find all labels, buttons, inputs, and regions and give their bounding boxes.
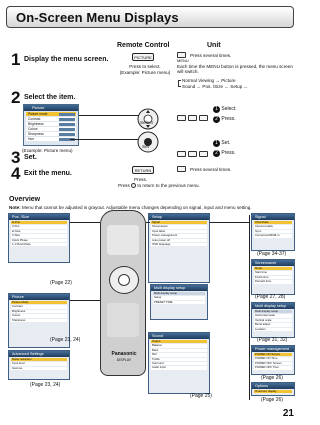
options-submenu-screen: Options Onscreen display	[251, 382, 295, 396]
menu-row: Contrast	[26, 117, 76, 121]
multi-display-submenu-screen: Multi display setup Multi display setup Horizontal scale Vertical scale Bezel adjust Location	[251, 302, 295, 338]
caption-page-25: (Page 25)	[190, 393, 212, 399]
select-leader-line	[79, 115, 139, 116]
page-title-banner	[6, 6, 294, 28]
step-2-text: Select the item.	[24, 94, 76, 101]
step-3-unit-set: 1 Set.	[213, 140, 230, 147]
step-3-remote-label: Set	[142, 144, 149, 149]
screensaver-submenu-screen: Screensaver Mode Start time Finish time Periodic time	[251, 259, 295, 295]
caption-page-26-b: (Page 26)	[261, 397, 283, 403]
step-4-unit-press: Press several times.	[190, 167, 232, 172]
step-1-unit-press: Press several times.	[190, 53, 232, 58]
power-management-submenu-screen: Power management POWER ON Screen POWER ON Time POWER OFF Screen POWER OFF Time	[251, 345, 295, 375]
unit-set-buttons	[177, 144, 208, 162]
caption-page-22: (Page 22)	[50, 280, 72, 286]
multi-display-screen: Multi display setup Multi display setup Setup PRESET TIME	[150, 284, 208, 320]
caption-page-34-37: (Page 34-37)	[257, 251, 287, 257]
remote-model: DISPLAY	[116, 358, 132, 362]
cycle-bracket	[178, 80, 181, 87]
setup-menu-screen: Setup Signal Screensaver Input label Power management Auto power off OSD language	[148, 213, 210, 283]
example-menu-title: Picture	[24, 105, 78, 111]
menu-row: Colour	[26, 127, 76, 131]
page-number: 21	[282, 408, 294, 419]
remote-column-heading: Remote Control	[117, 42, 170, 49]
step-1-unit-desc: Each time the MENU button is pressed, the menu screen will switch.	[177, 64, 293, 75]
connector-line	[70, 300, 100, 301]
return-button-icon: RETURN	[132, 166, 154, 174]
step-4-press: Press.	[134, 177, 148, 182]
return-icon	[131, 183, 136, 188]
step-2-unit-press: 2 Press.	[213, 116, 236, 123]
step-2-number: 2	[11, 88, 21, 107]
step-1-remote-example: (Example: Picture menu)	[119, 70, 171, 75]
menu-row: Picture mode	[26, 112, 76, 116]
step-1-text: Display the menu screen.	[24, 56, 109, 63]
unit-menu-label: MENU	[177, 58, 189, 63]
menu-row: Brightness	[26, 122, 76, 126]
remote-brand: Panasonic	[111, 351, 137, 357]
remote-control-illustration	[100, 210, 146, 376]
unit-column-heading: Unit	[207, 42, 221, 49]
connector-line	[146, 222, 150, 223]
caption-page-26-a: (Page 26)	[261, 375, 283, 381]
step-1-remote-note: Press to select.	[129, 64, 161, 69]
connector-line	[70, 222, 100, 223]
remote-cursor-pad-icon	[135, 108, 161, 130]
step-4-number: 4	[11, 164, 21, 183]
unit-menu-button-icon	[177, 166, 186, 172]
connector-line	[210, 222, 250, 223]
unit-select-buttons	[177, 108, 208, 126]
set-leader-line	[70, 139, 140, 140]
caption-page-23-24-b: (Page 23, 24)	[30, 382, 61, 388]
sound-menu-screen: Sound Output Balance Bass Mid Treble Surround Audio input	[148, 332, 210, 394]
menu-row: Hue	[26, 137, 76, 141]
menu-cycle-line-2: Sound ← Pos. /Size ← Setup ←	[182, 84, 249, 89]
remote-ok-pad-icon	[135, 131, 161, 153]
menu-row: Sharpness	[26, 132, 76, 136]
picture-menu-screen: Picture Picture Mode Contrast Brightness Colour Sharpness	[8, 293, 70, 348]
overview-heading: Overview	[9, 196, 41, 203]
caption-page-23-24-a: (Page 23, 24)	[50, 337, 81, 343]
step-2-remote-label: Select	[140, 120, 153, 125]
step-4-return-instruction: Press to return to the previous menu.	[118, 183, 200, 188]
caption-page-27-28: (Page 27, 28)	[255, 294, 286, 300]
step-4-text: Exit the menu.	[24, 170, 72, 177]
step-3-text: Set.	[24, 154, 37, 161]
connector-line	[249, 215, 250, 400]
step-3-number: 3	[11, 148, 21, 167]
step-3-unit-press: 2 Press.	[213, 150, 236, 157]
picture-button-icon: PICTURE	[132, 53, 154, 61]
step-2-example: (Example: Picture menu)	[22, 148, 73, 153]
advanced-settings-screen: Advanced Settings Noise reduction Input level Gamma	[8, 350, 70, 380]
signal-submenu-screen: Signal XGA Mode Cinema reality Sync Component/RGB-in	[251, 213, 295, 251]
page-title: On-Screen Menu Displays	[16, 10, 179, 25]
caption-page-31-32: (Page 31, 32)	[257, 337, 288, 343]
overview-note: Note: Menu that cannot be adjusted is grayout. Adjustable menu changes depending on signal, input and menu setting.	[9, 205, 252, 210]
pos-size-menu-screen: Pos. /Size H-Pos V-Pos H-Size V-Size Clock Phase 1:1 Pixel Mode	[8, 213, 70, 263]
step-1-number: 1	[11, 50, 21, 69]
menu-cycle-line-1: Normal Viewing → Picture	[182, 78, 236, 83]
step-2-unit-select: 1 Select.	[213, 106, 237, 113]
